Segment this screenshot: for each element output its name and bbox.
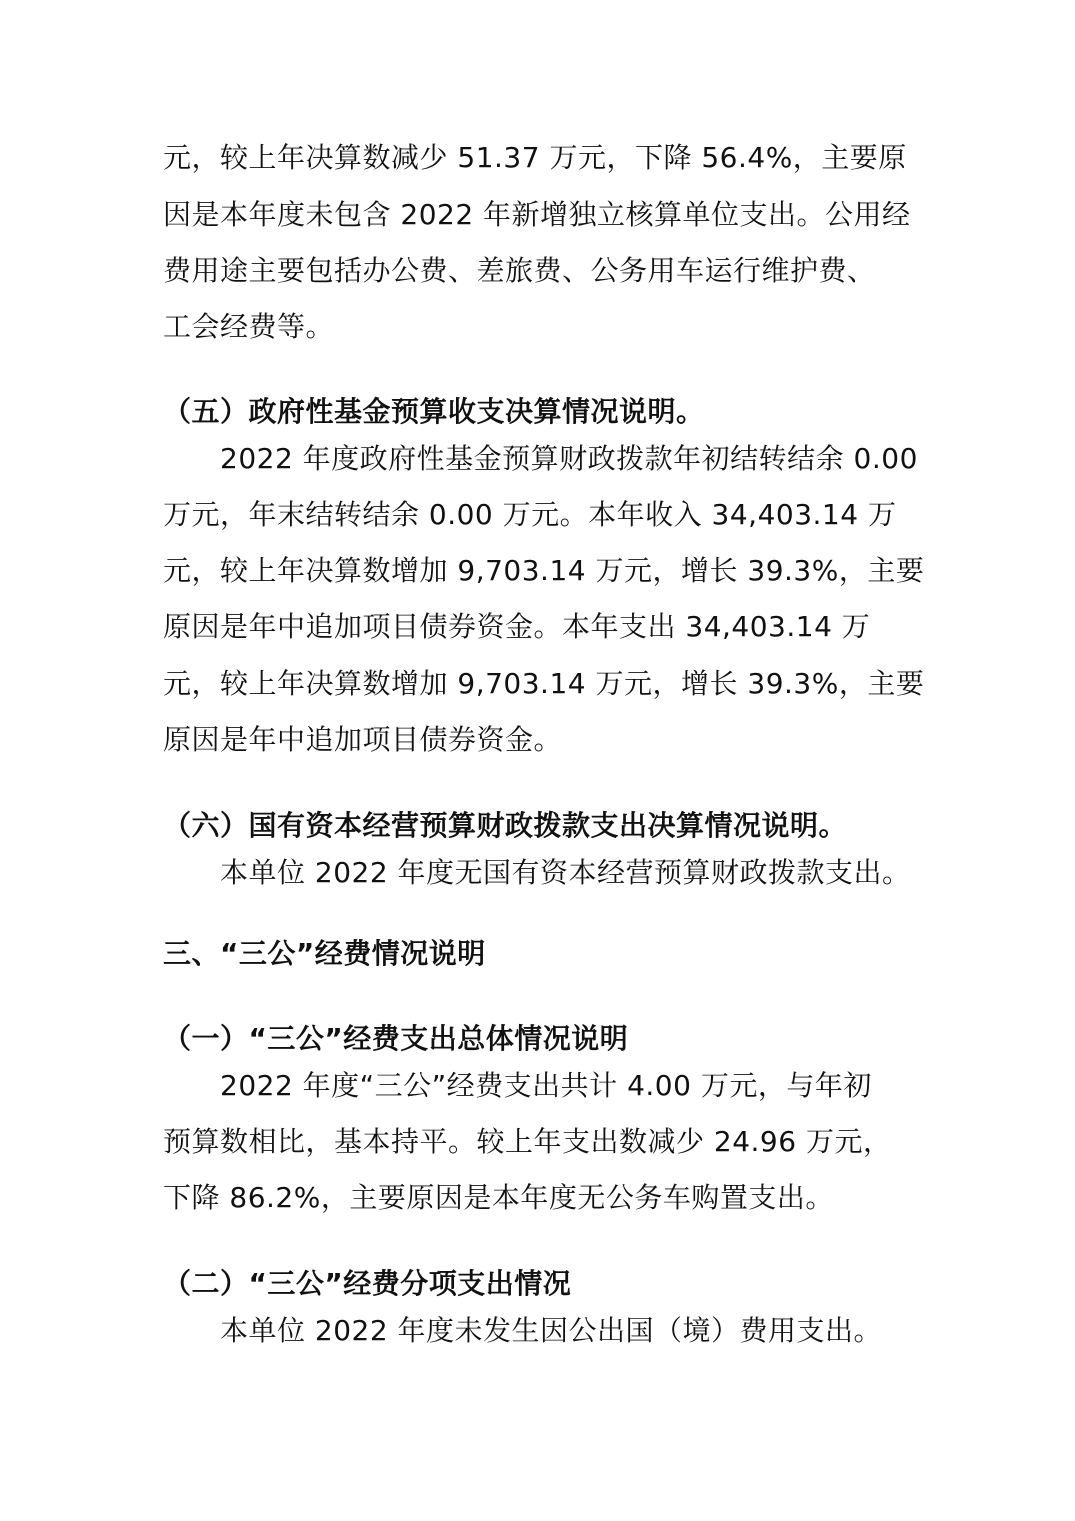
paragraph-line: 原因是年中追加项目债券资金。本年支出 34,403.14 万 (163, 610, 871, 643)
paragraph-line: 2022 年度政府性基金预算财政拨款年初结转结余 0.00 (220, 442, 918, 475)
paragraph-line: 下降 86.2%，主要原因是本年度无公务车购置支出。 (163, 1181, 834, 1214)
paragraph-line: 元，较上年决算数增加 9,703.14 万元，增长 39.3%，主要 (163, 554, 925, 587)
paragraph-line: 元，较上年决算数减少 51.37 万元，下降 56.4%，主要原 (163, 141, 907, 174)
paragraph-line: 费用途主要包括办公费、差旅费、公务用车运行维护费、 (163, 254, 876, 287)
section-heading: （五）政府性基金预算收支决算情况说明。 (163, 395, 705, 428)
section-heading: （六）国有资本经营预算财政拨款支出决算情况说明。 (163, 809, 848, 842)
paragraph-line: 本单位 2022 年度无国有资本经营预算财政拨款支出。 (220, 856, 911, 889)
paragraph-line: 工会经费等。 (163, 310, 335, 343)
paragraph-line: 因是本年度未包含 2022 年新增独立核算单位支出。公用经 (163, 198, 911, 231)
paragraph-line: 元，较上年决算数增加 9,703.14 万元，增长 39.3%，主要 (163, 667, 925, 700)
section-heading: （二）“三公”经费分项支出情况 (163, 1267, 572, 1300)
chapter-heading: 三、“三公”经费情况说明 (163, 937, 486, 970)
section-heading: （一）“三公”经费支出总体情况说明 (163, 1022, 629, 1055)
paragraph-line: 原因是年中追加项目债券资金。 (163, 723, 563, 756)
paragraph-line: 预算数相比，基本持平。较上年支出数减少 24.96 万元， (163, 1125, 892, 1158)
paragraph-line: 万元，年末结转结余 0.00 万元。本年收入 34,403.14 万 (163, 498, 897, 531)
paragraph-line: 2022 年度“三公”经费支出共计 4.00 万元，与年初 (220, 1069, 872, 1102)
paragraph-line: 本单位 2022 年度未发生因公出国（境）费用支出。 (220, 1314, 883, 1347)
